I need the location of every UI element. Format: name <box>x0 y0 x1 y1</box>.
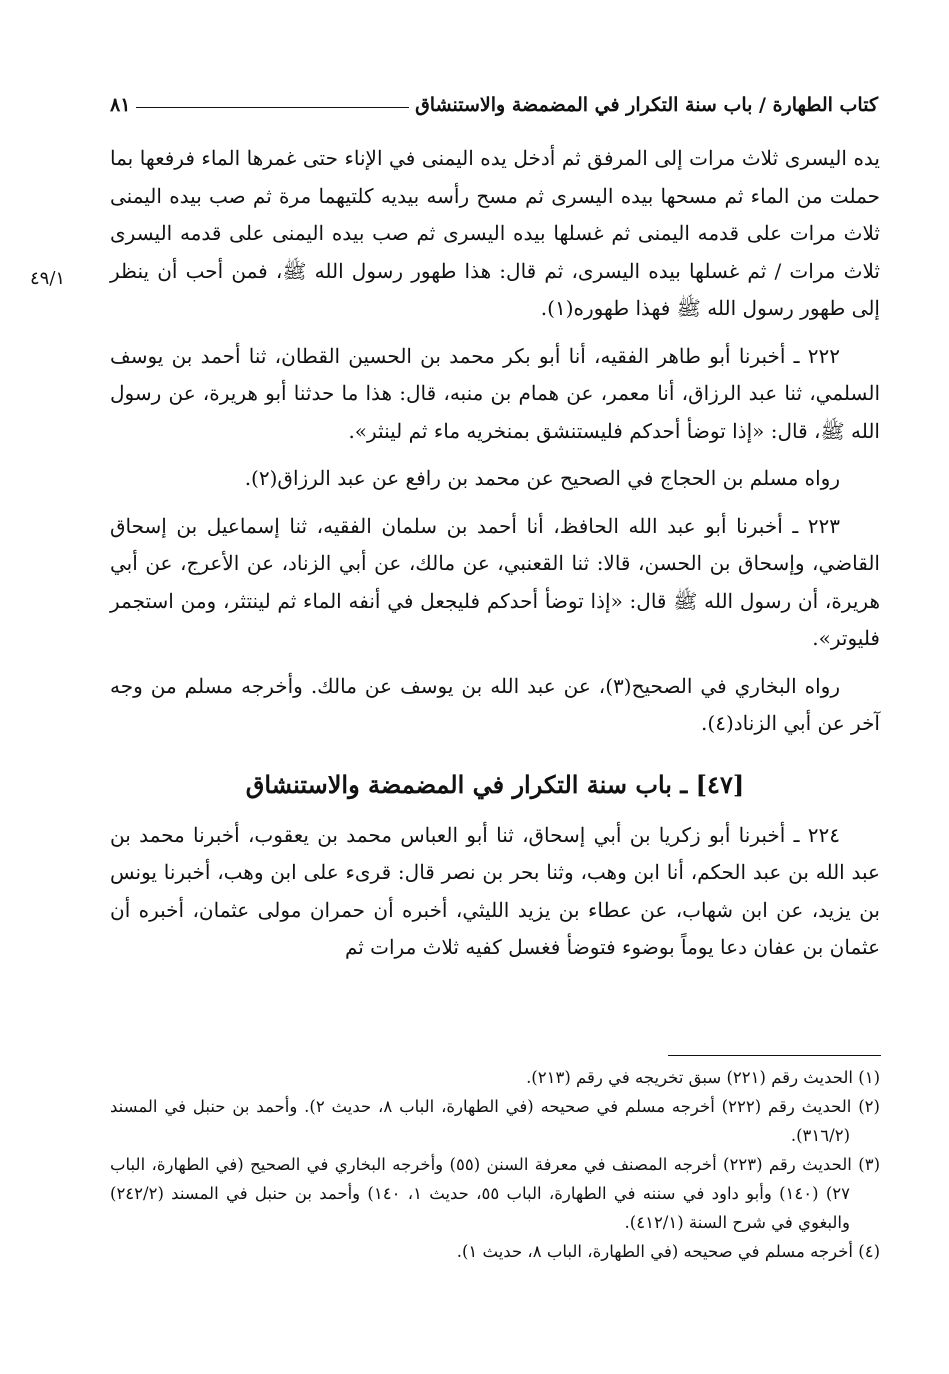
footnote-separator <box>668 1055 881 1056</box>
hadith-222: ٢٢٢ ـ أخبرنا أبو طاهر الفقيه، أنا أبو بكر محمد بن الحسين القطان، ثنا أحمد بن يوسف السلمي، ثنا عبد الرزاق، أنا معمر، عن همام بن منبه، قال: هذا ما حدثنا أبو هريرة، عن رسول الله ﷺ، قال: «إذا توضأ أحدكم فليستنشق بمنخريه ماء ثم لينثر». <box>110 343 881 443</box>
page-number: ٨١ <box>110 94 131 116</box>
narration-note-222: رواه مسلم بن الحجاج في الصحيح عن محمد بن رافع عن عبد الرزاق(٢). <box>244 466 840 490</box>
hadith-224: ٢٢٤ ـ أخبرنا أبو زكريا بن أبي إسحاق، ثنا أبو العباس محمد بن يعقوب، أخبرنا محمد بن عبد الله بن عبد الحكم، أنا ابن وهب، وثنا بحر بن نصر قال: قرىء على ابن وهب، أخبرنا يونس بن يزيد، عن ابن شهاب، عن عطاء بن يزيد الليثي، أخبره أن حمران مولى عثمان، أخبره أن عثمان بن عفان دعا يوماً بوضوء فتوضأ فغسل كفيه ثلاث مرات ثم <box>110 822 880 959</box>
footnote-1: (١) الحديث رقم (٢٢١) سبق تخريجه في رقم (٢١٣). <box>526 1068 880 1087</box>
footnote-2: (٢) الحديث رقم (٢٢٢) أخرجه مسلم في صحيحه (في الطهارة، الباب ٨، حديث ٢). وأحمد بن حنبل في المسند (٣١٦/٢). <box>110 1097 880 1145</box>
hadith-223: ٢٢٣ ـ أخبرنا أبو عبد الله الحافظ، أنا أحمد بن سلمان الفقيه، ثنا إسماعيل بن إسحاق القاضي، وإسحاق بن الحسن، قالا: ثنا القعنبي، عن مالك، عن أبي الزناد، عن الأعرج، عن أبي هريرة، أن رسول الله ﷺ قال: «إذا توضأ أحدكم فليجعل في أنفه الماء ثم لينتثر، ومن استجمر فليوتر». <box>110 513 880 650</box>
paragraph-continuation: يده اليسرى ثلاث مرات إلى المرفق ثم أدخل يده اليمنى في الإناء حتى غمرها الماء فرفعها بما حملت من الماء ثم مسحها بيده اليسرى ثم مسح رأسه بيديه كلتيهما مرة ثم صب بيده اليمنى ثلاث مرات على قدمه اليمنى ثم غسلها بيده اليسرى ثم صب بيده اليمنى على قدمه اليسرى ثلاث مرات / ثم غسلها بيده اليسرى، ثم قال: هذا طهور رسول الله ﷺ، فمن أحب أن ينظر إلى طهور رسول الله ﷺ فهذا طهوره(١). <box>110 146 880 320</box>
chapter-heading: [٤٧] ـ باب سنة التكرار في المضمضة والاستنشاق <box>245 769 745 799</box>
running-title: كتاب الطهارة / باب سنة التكرار في المضمضة والاستنشاق <box>415 94 878 116</box>
footnote-3: (٣) الحديث رقم (٢٢٣) أخرجه المصنف في معرفة السنن (٥٥) وأخرجه البخاري في الصحيح (في الطهارة، الباب ٢٧) (١٤٠) وأبو داود في سننه في الطهارة، الباب ٥٥، حديث ١، ١٤٠) وأحمد بن حنبل في المسند (٢٤٢/٢) والبغوي في شرح السنة (٤١٢/١). <box>110 1155 880 1232</box>
main-text <box>110 140 880 967</box>
margin-reference: ٤٩/١ <box>30 268 66 289</box>
running-header <box>110 80 878 116</box>
footnote-4: (٤) أخرجه مسلم في صحيحه (في الطهارة، الباب ٨، حديث ١). <box>456 1242 880 1261</box>
footnotes <box>110 1063 880 1266</box>
header-rule <box>136 107 409 108</box>
narration-note-223: رواه البخاري في الصحيح(٣)، عن عبد الله بن يوسف عن مالك. وأخرجه مسلم من وجه آخر عن أبي الزناد(٤). <box>110 673 880 735</box>
